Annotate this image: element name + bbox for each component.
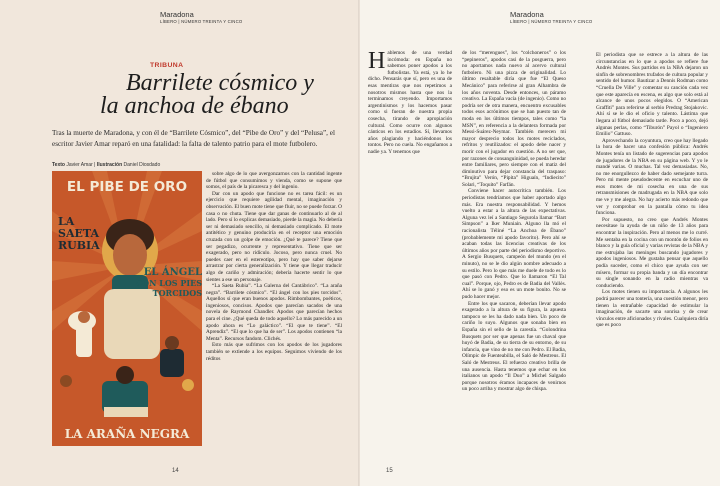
poster-title-saeta-2: SAETA xyxy=(58,227,99,240)
poster-title-saeta-3: RUBIA xyxy=(58,239,100,252)
running-title: Maradona xyxy=(160,10,194,19)
byline: Texto Javier Amar | Ilustración Daniel Diosdado xyxy=(52,162,161,168)
right-paragraph: Los motes tienen su importancia. A algunos les podrá parecer una tontería, una cuestión menor, pero tienen la entrañable capacidad de estimular la imaginación, de sacarte una sonrisa y de crear vínculos entre aficionados y rivales. Cualquiera diría que es poco xyxy=(596,289,708,329)
headline-line-2: la anchoa de ébano xyxy=(100,93,289,119)
right-paragraph: Por supuesto, no creo que Andrés Montes necesitase la ayuda de un niño de 13 años para encontrar la inspiración. Pero al menos me lo curré. Me sentaba en la cocina con un montón de folios en blanco y la guía oficial y varias revistas de la NBA y me estrujaba las meninges buscando jugadores y apodos ingeniosos. Me gustaba pensar que aquello podía suceder, como el chico que ayuda con ser mísero, formar su propia banda y un día encontrar su single sonando en la radio mientras va conduciendo. xyxy=(596,216,708,289)
article-headline xyxy=(100,72,340,118)
portrait-shirt xyxy=(104,289,160,359)
right-page xyxy=(360,0,720,486)
bottom-player-shorts xyxy=(104,407,148,417)
bottom-player-head xyxy=(116,366,134,384)
poster-title-angel-3: TORCIDOS xyxy=(152,288,202,298)
byline-author: Javier Amar xyxy=(66,162,93,168)
right-paragraph: El periodista que se estrece a la altura de las circunstancias en lo que a apodos se refiere fue Andrés Montes. Sus partidos en la NBA dejaron un sinfín de sobrenombres trufados de cultura popular y sentido del humor. Bautizar a Dennis Rodman como “Cruella De Ville” y comentar su canción cada vez que este aparecía en escena, es algo que solo está al alcance de unos pocos elegidos. O “American Graffiti” para referirse al serbio Predrag Stojakovic. Ahí sí se le dio el oficio y talento. Lástima que llegara al fútbol demasiado tarde. Poco a poco, dejó algunas perlas, como “Tiburón” Payol o “Ingeniero Emilio” Gattuso. xyxy=(596,52,708,138)
right-paragraph: ablemos de una verdad incómoda: en España no sabemos poner apodos a los futbolistas. Ya está, ya lo he dicho. Pensarás que sí, pero es una de esas mentiras que nos repetimos a nosotros mismos hasta que nos la terminamos creyendo. Importamos argentinismos y los hacemos pasar como si fueran de nuestra propia cosecha, tirando de apropiación cultural. Como ocurre con algunos cánticos en los estadios. Sí, llevamos años plagiando y haciéndonos los tontos. Pero no cuela. No engañamos a nadie ya. Y tenemos que xyxy=(368,50,452,155)
article-dek: Tras la muerte de Maradona, y con él de “Barrilete Cósmico”, del “Pibe de Oro” y del “Pelusa”, el escritor Javier Amar reparó en una fatalidad: la falta de talento patrio para el mote futbolero. xyxy=(52,129,335,148)
left-paragraph: “La Saeta Rubia”. “La Galerna del Cantábrico”. “La araña negra”. “Barrilete cósmico”. “El ángel con los pies torcidos”. Aquellos sí que eran buenos apodos. Rimbombantes, poéticos, ingeniosos, concisos. Apodos que parecían sacados de una novela de Raymond Chandler. Apodos que parecían hechos para el cine. ¿Qué queda de todo aquello? Lo más parecido a un apodo ahora es “Lo galáctico”. “El que te tiene”. “El Aprendiz”. “El que lo que ha de ser”. Los apodos contienen “la Menta”. Recursos fandom. Clichés. xyxy=(206,283,342,342)
byline-illustrator: Daniel Diosdado xyxy=(123,162,161,168)
right-body-column-1 xyxy=(368,50,452,156)
page-number-right: 15 xyxy=(386,468,393,474)
angel-body xyxy=(76,323,92,357)
left-paragraph: Esto más que sufrimos con los apodos de los jugadores también se extiende a los equipos. Seguimos viviendo de los réditos xyxy=(206,342,342,362)
left-paragraph: Dar con un apodo que funcione no es tarea fácil: es un ejercicio que requiere agilidad mental, imaginación y observación. El buen mote tiene que fluir, no se puede forzar. O casa o no chuta. Tiene que dar ganas de continuarlo al de al lado. Pero sí lo explicas demasiado, pierde la magia. No debería ser ni demasiado sencillo, ni demasiado complicado. El mote antitético y genuino produciría en el receptor una emoción cruzada con un golpe de emoción. ¿Qué te parece? Tiene que ser pegadizo, ocurrente y representativo. Tiene que ser exagerado, pero no ridículo. Jocoso, pero nunca cruel. No puedes caer en el estereotipo, pero hay que saber dejarse arrastrar por cierta generalización. Y tiene que llegar traducir algo de cariño y admiración; debería hacerte sentir lo que sientes a ese un personaje. xyxy=(206,190,342,283)
right-paragraph: Entre los que sacaron, deberían llevar apodo exagerado a la altura de su figura, la apuesta tampoco se les ha dado nada bien. Un poco de cariño lo suyo. Algunos que sonaba bien en España sin el sello de la carestía. “Golondrina Busquets por ser que apenas fue un chaval que huyó de Badia, de su tierra de su entorno, de su infancia, que vino de no me con Pedro. El Badia, Olímpic de Fuenteabilla, el Saló de Mestreus. El Saló de Mestreus. El refuerzo creativo brilla de una ausencia. Hasta tenemos que echar en los italianos un apodo “Il Duo” a Michel Salgado porque nosotros éramos incapaces de venirnos un poco arriba y mostrar algo de chispa. xyxy=(462,300,566,393)
page-number-left: 14 xyxy=(172,468,179,474)
headline-line-1: Barrilete cósmico y xyxy=(126,70,314,96)
right-body-column-2 xyxy=(462,50,566,393)
portrait-face xyxy=(113,234,147,276)
right-paragraph: de los “merengues”, los “colchoneros” o los “pepineros”, apodos casi de la posguerra, pero no aportamos nada nuevo al acervo cultural futbolero. Ni una pizca de originalidad. Lo último resaltable diría que fue “El Queso Mecánico” para referirse al gran Alhambra de los años noventa. Desde entonces, un páramo creativo. La España vacía (de ingenio). Como no podría ser de otra manera, encuentro excusables todos esos acrónimos que se han puesto tan de moda en los últimos tiempos, tales como “la MSN”, en referencia a la delantera formada por Messi-Suárez-Neymar. También merecen mi mayor desprecio todos los motes reciclados, refritos y reutilizados: el apodo debe nacer y morir con el jugador en cuestión. A no ser que, por razones de consanguinidad, se pueda heredar entre familiares, pero siempre con el matiz del diminutivo para dejar constancia del traspaso: “Brujita” Verón, “Pipita” Higuaín, “Indiecito” Solari, “Toquito” Farfán. xyxy=(462,50,566,188)
poster-title-arana: LA ARAÑA NEGRA xyxy=(64,427,190,441)
running-header-left xyxy=(160,10,242,25)
poster-title-pibe: EL PIBE DE ORO xyxy=(66,179,188,195)
football-left xyxy=(60,375,72,387)
running-subtitle: LÍBERO | NÚMERO TREINTA Y CINCO xyxy=(510,19,593,24)
byline-illustration-label: Ilustración xyxy=(96,162,123,168)
right-paragraph: Conviene hacer autocrítica también. Los periodistas tendríamos que haber aportado algo más. Era nuestra responsabilidad. Y hemos vuelto a estar a la altura de las expectativas. Alguna vez leí a Santiago Segurola llamar “Bart Simpson” a Iker Muniain. Alguno lla mó el racionalista Téliné “La Anchoa de Ébano” (probablemente mi apodo favorito). Pero ahí se acaban todas las licencias creativas de los últimos años por parte del periodismo deportivo. A Sergio Busquets, campeón del mundo (en el minuto), no se le dio algún nombre adecuado a su estilo. Pero lo que más me duele de todo es lo que pasó con Pedro. Que lo llamaron “El Tal cual”. Porque, ojo, Pedro es de Badia del Vallès. Ahí se lo ganó y eso es un mote bonito. No se pudo hacer mejor. xyxy=(462,188,566,300)
poster-title-angel-2: CON LOS PIES xyxy=(135,278,202,288)
left-paragraph: sobre algo de lo que avergonzarnos con la cantidad ingente de fútbol que consumimos y vienda, como se supone que somos, el país de la picaresca y del ingenio. xyxy=(206,171,342,191)
running-subtitle: LÍBERO | NÚMERO TREINTA Y CINCO xyxy=(160,19,243,24)
byline-text-label: Texto xyxy=(52,162,65,168)
illustration-poster xyxy=(52,171,202,446)
right-paragraph: Aprovechando la coyuntura, creo que hay llegado la hora de hacer una confesión pública: Andrés Montes tenía un listado de sugerencias para apodos de jugadores de la NBA en su página web. Y yo le mandé varias. O muchas. Tal vez demasiadas. No, no me enorgullezco de haber dado semejante turra. Pero mi mente pseudodecente en escuchar uno de esos motes de mi cosecha en una de sus retransmisiones de madrugada en la NBA que solo me ve y me alegra. No hay acierto más redondo que ver y comprobar en la pantalla cómo tu idea funciona. xyxy=(596,137,708,217)
left-body-column xyxy=(206,171,342,362)
right-body-column-3 xyxy=(596,52,708,329)
keeper-body xyxy=(160,349,184,377)
keeper-head xyxy=(165,336,179,350)
poster-title-angel-1: EL ÁNGEL xyxy=(143,267,202,278)
poster-title-saeta-1: LA xyxy=(58,215,75,228)
section-label: TRIBUNA xyxy=(150,62,184,69)
drop-cap: H xyxy=(368,48,386,74)
running-title: Maradona xyxy=(510,10,544,19)
football-right xyxy=(182,379,194,391)
running-header-right xyxy=(510,10,592,25)
angel-head xyxy=(78,311,90,323)
